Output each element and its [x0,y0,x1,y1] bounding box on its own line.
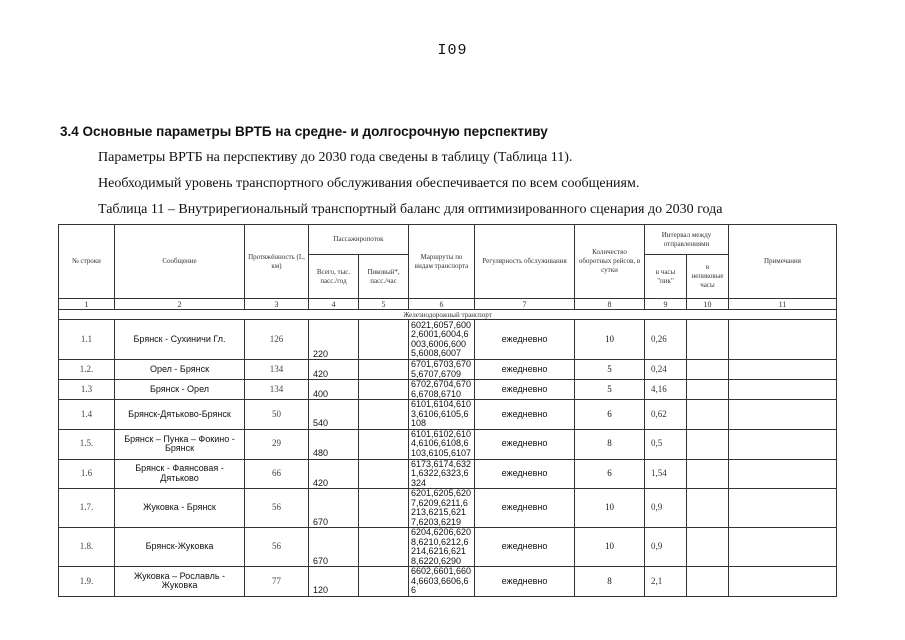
turnover-cell: 10 [575,320,645,360]
column-number: 8 [575,299,645,310]
interval-offpeak-cell [687,380,729,400]
interval-peak-cell: 0,5 [645,429,687,459]
header-routes: Маршруты по видам транспорта [409,225,475,299]
table-row [59,429,837,459]
peak-passengers-cell [359,528,409,567]
distance-cell: 56 [245,489,309,528]
total-passengers-cell: 120 [309,567,359,597]
turnover-cell: 10 [575,489,645,528]
turnover-cell: 8 [575,429,645,459]
regularity-cell: ежедневно [475,528,575,567]
column-number: 9 [645,299,687,310]
interval-offpeak-cell [687,400,729,430]
turnover-cell: 6 [575,400,645,430]
interval-offpeak-cell [687,360,729,380]
notes-cell [729,380,837,400]
distance-cell: 77 [245,567,309,597]
header-peak-hours: в часы "пик" [645,255,687,299]
peak-passengers-cell [359,567,409,597]
peak-passengers-cell [359,429,409,459]
notes-cell [729,567,837,597]
table-row [59,528,837,567]
interval-peak-cell: 0,62 [645,400,687,430]
section-title: Железнодорожный транспорт [59,310,837,320]
interval-peak-cell: 0,24 [645,360,687,380]
column-number: 4 [309,299,359,310]
regularity-cell: ежедневно [475,429,575,459]
distance-cell: 29 [245,429,309,459]
notes-cell [729,400,837,430]
connection-cell: Жуковка – Рославль - Жуковка [115,567,245,597]
routes-cell: 6101,6102,6104,6106,6108,6103,6105,6107 [409,429,475,459]
total-passengers-cell: 220 [309,320,359,360]
table-row [59,567,837,597]
routes-cell: 6701,6703,6705,6707,6709 [409,360,475,380]
turnover-cell: 8 [575,567,645,597]
connection-cell: Брянск - Фаянсовая - Дятьково [115,459,245,489]
connection-cell: Брянск - Сухиничи Гл. [115,320,245,360]
row-number: 1.1 [59,320,115,360]
row-number: 1.6 [59,459,115,489]
total-passengers-cell: 670 [309,528,359,567]
header-regularity: Регулярность обслуживания [475,225,575,299]
distance-cell: 66 [245,459,309,489]
total-passengers-cell: 420 [309,459,359,489]
interval-peak-cell: 1,54 [645,459,687,489]
header-interval: Интервал между отправлениями [645,225,729,255]
column-number: 5 [359,299,409,310]
connection-cell: Брянск-Дятьково-Брянск [115,400,245,430]
header-row-no: № строки [59,225,115,299]
row-number: 1.2. [59,360,115,380]
regularity-cell: ежедневно [475,320,575,360]
row-number: 1.9. [59,567,115,597]
header-connection: Сообщение [115,225,245,299]
notes-cell [729,489,837,528]
peak-passengers-cell [359,320,409,360]
header-peak: Пиковый*, пасс./час [359,255,409,299]
row-number: 1.4 [59,400,115,430]
header-notes: Примечания [729,225,837,299]
interval-offpeak-cell [687,567,729,597]
notes-cell [729,459,837,489]
interval-peak-cell: 0,9 [645,489,687,528]
turnover-cell: 5 [575,380,645,400]
table-row [59,459,837,489]
paragraph-1: Параметры ВРТБ на перспективу до 2030 года сведены в таблицу (Таблица 11). [98,150,573,165]
total-passengers-cell: 670 [309,489,359,528]
column-number: 11 [729,299,837,310]
interval-peak-cell: 2,1 [645,567,687,597]
table-row [59,380,837,400]
routes-cell: 6602,6601,6604,6603,6606,66 [409,567,475,597]
header-total: Всего, тыс. пасс./год [309,255,359,299]
notes-cell [729,360,837,380]
regularity-cell: ежедневно [475,489,575,528]
interval-offpeak-cell [687,528,729,567]
distance-cell: 56 [245,528,309,567]
column-number: 2 [115,299,245,310]
header-distance: Протяжённость (L, км) [245,225,309,299]
peak-passengers-cell [359,360,409,380]
distance-cell: 134 [245,360,309,380]
distance-cell: 50 [245,400,309,430]
row-number: 1.3 [59,380,115,400]
connection-cell: Жуковка - Брянск [115,489,245,528]
turnover-cell: 5 [575,360,645,380]
routes-cell: 6702,6704,6706,6708,6710 [409,380,475,400]
total-passengers-cell: 420 [309,360,359,380]
transport-balance-table [58,224,837,597]
notes-cell [729,429,837,459]
column-number-row [59,299,837,310]
notes-cell [729,320,837,360]
peak-passengers-cell [359,380,409,400]
section-row [59,310,837,320]
row-number: 1.7. [59,489,115,528]
connection-cell: Орел - Брянск [115,360,245,380]
table-row [59,400,837,430]
header-passenger-flow: Пассажиропоток [309,225,409,255]
peak-passengers-cell [359,400,409,430]
total-passengers-cell: 480 [309,429,359,459]
column-number: 1 [59,299,115,310]
regularity-cell: ежедневно [475,380,575,400]
peak-passengers-cell [359,459,409,489]
interval-offpeak-cell [687,489,729,528]
interval-offpeak-cell [687,320,729,360]
interval-offpeak-cell [687,429,729,459]
routes-cell: 6101,6104,6103,6106,6105,6108 [409,400,475,430]
table-body [59,320,837,597]
page-number: I09 [437,42,468,59]
header-turnover: Количество оборотных рейсов, в сутки [575,225,645,299]
connection-cell: Брянск – Пунка – Фокино - Брянск [115,429,245,459]
table-row [59,489,837,528]
section-heading: 3.4 Основные параметры ВРТБ на средне- и долгосрочную перспективу [60,124,548,139]
total-passengers-cell: 400 [309,380,359,400]
routes-cell: 6173,6174,6321,6322,6323,6324 [409,459,475,489]
routes-cell: 6204,6206,6208,6210,6212,6214,6216,6218,6220,6290 [409,528,475,567]
routes-cell: 6021,6057,6002,6001,6004,6003,6006,6005,6008,6007 [409,320,475,360]
interval-peak-cell: 0,26 [645,320,687,360]
regularity-cell: ежедневно [475,459,575,489]
turnover-cell: 6 [575,459,645,489]
notes-cell [729,528,837,567]
column-number: 7 [475,299,575,310]
row-number: 1.8. [59,528,115,567]
regularity-cell: ежедневно [475,567,575,597]
total-passengers-cell: 540 [309,400,359,430]
column-number: 6 [409,299,475,310]
interval-offpeak-cell [687,459,729,489]
interval-peak-cell: 0,9 [645,528,687,567]
table-row [59,320,837,360]
distance-cell: 134 [245,380,309,400]
regularity-cell: ежедневно [475,360,575,380]
table-row [59,360,837,380]
distance-cell: 126 [245,320,309,360]
table-caption: Таблица 11 – Внутрирегиональный транспортный баланс для оптимизированного сценария до 2030 года [98,202,723,217]
header-off-peak: в непиковые часы [687,255,729,299]
connection-cell: Брянск-Жуковка [115,528,245,567]
connection-cell: Брянск - Орел [115,380,245,400]
turnover-cell: 10 [575,528,645,567]
interval-peak-cell: 4,16 [645,380,687,400]
column-number: 10 [687,299,729,310]
peak-passengers-cell [359,489,409,528]
paragraph-2: Необходимый уровень транспортного обслуживания обеспечивается по всем сообщениям. [98,176,640,191]
row-number: 1.5. [59,429,115,459]
column-number: 3 [245,299,309,310]
routes-cell: 6201,6205,6207,6209,6211,6213,6215,6217,6203,6219 [409,489,475,528]
regularity-cell: ежедневно [475,400,575,430]
